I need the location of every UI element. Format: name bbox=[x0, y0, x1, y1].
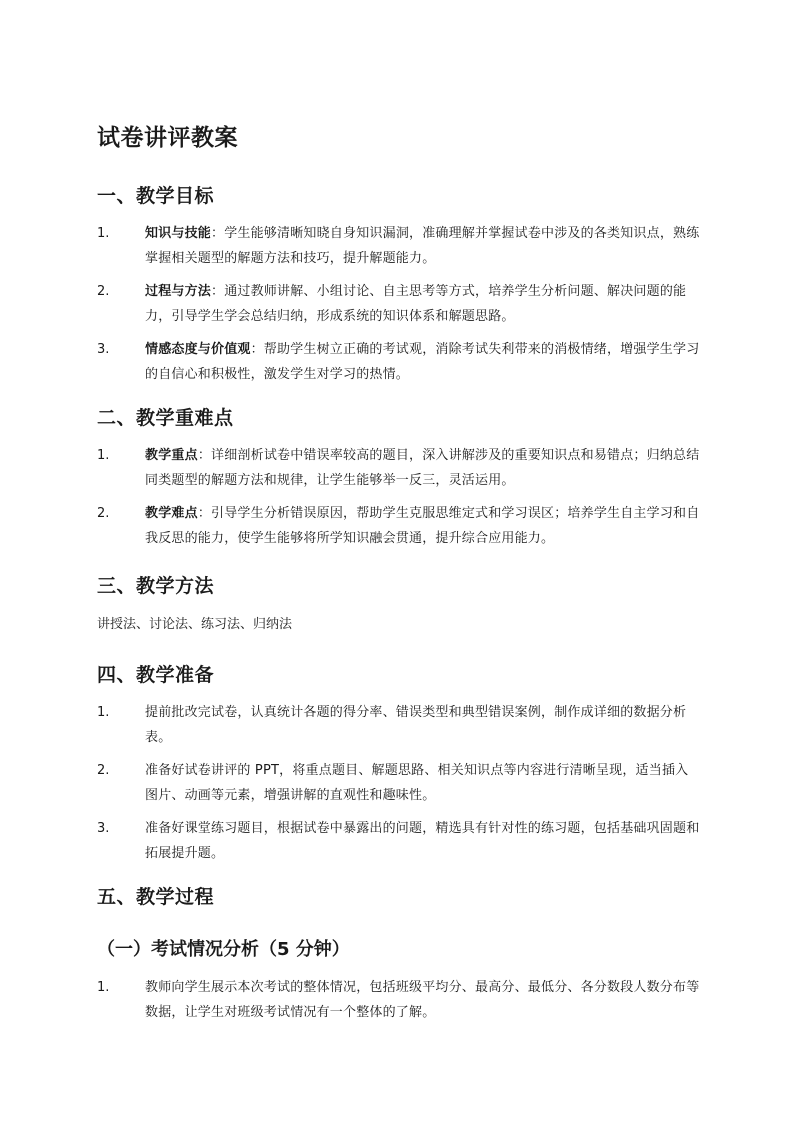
list-item bbox=[0, 816, 794, 866]
list-item-label: 教学难点 bbox=[145, 506, 198, 521]
list-item-number: 2. bbox=[97, 506, 110, 521]
list-item-text: 准备好试卷讲评的 PPT，将重点题目、解题思路、相关知识点等内容进行清晰呈现，适当插入图片、动画等元素，增强讲解的直观性和趣味性。 bbox=[145, 763, 689, 803]
list-item-text: 提前批改完试卷，认真统计各题的得分率、错误类型和典型错误案例，制作成详细的数据分析表。 bbox=[145, 705, 687, 745]
list-item-number: 1. bbox=[97, 448, 110, 463]
exam-analysis-list bbox=[0, 975, 794, 1033]
list-item-body: ：通过教师讲解、小组讨论、自主思考等方式，培养学生分析问题、解决问题的能力，引导学生学会总结归纳，形成系统的知识体系和解题思路。 bbox=[145, 284, 687, 324]
list-item bbox=[0, 501, 794, 551]
section-heading-key-points: 二、教学重难点 bbox=[97, 407, 234, 429]
subsection-heading-exam-analysis: （一）考试情况分析（5 分钟） bbox=[97, 939, 350, 960]
list-item-label: 情感态度与价值观 bbox=[145, 342, 251, 357]
list-item-number: 2. bbox=[97, 763, 110, 778]
section-heading-teaching-methods: 三、教学方法 bbox=[97, 575, 215, 597]
list-item-body: ：引导学生分析错误原因，帮助学生克服思维定式和学习误区；培养学生自主学习和自我反思的能力，使学生能够将所学知识融会贯通，提升综合应用能力。 bbox=[145, 506, 700, 546]
list-item bbox=[0, 975, 794, 1025]
list-item-number: 3. bbox=[97, 342, 110, 357]
list-item-number: 3. bbox=[97, 821, 110, 836]
teaching-goals-list bbox=[0, 221, 794, 395]
teaching-preparation-list bbox=[0, 700, 794, 874]
list-item bbox=[0, 758, 794, 808]
list-item-body: ：学生能够清晰知晓自身知识漏洞，准确理解并掌握试卷中涉及的各类知识点，熟练掌握相关题型的解题方法和技巧，提升解题能力。 bbox=[145, 226, 700, 266]
list-item-text bbox=[145, 337, 701, 387]
list-item bbox=[0, 279, 794, 329]
teaching-methods-text: 讲授法、讨论法、练习法、归纳法 bbox=[97, 617, 293, 632]
list-item-label: 知识与技能 bbox=[145, 226, 212, 241]
list-item bbox=[0, 443, 794, 493]
section-heading-teaching-goals: 一、教学目标 bbox=[97, 185, 215, 207]
list-item-body: ：详细剖析试卷中错误率较高的题目，深入讲解涉及的重要知识点和易错点；归纳总结同类题型的解题方法和规律，让学生能够举一反三，灵活运用。 bbox=[145, 448, 700, 488]
list-item-text bbox=[145, 443, 701, 493]
list-item-text: 教师向学生展示本次考试的整体情况，包括班级平均分、最高分、最低分、各分数段人数分布等数据，让学生对班级考试情况有一个整体的了解。 bbox=[145, 980, 700, 1020]
list-item-text bbox=[145, 279, 701, 329]
list-item-text: 准备好课堂练习题目，根据试卷中暴露出的问题，精选具有针对性的练习题，包括基础巩固题和拓展提升题。 bbox=[145, 821, 700, 861]
list-item bbox=[0, 221, 794, 271]
list-item-body: ：帮助学生树立正确的考试观，消除考试失利带来的消极情绪，增强学生学习的自信心和积极性，激发学生对学习的热情。 bbox=[145, 342, 700, 382]
list-item-number: 1. bbox=[97, 980, 110, 995]
document-title: 试卷讲评教案 bbox=[97, 125, 238, 151]
list-item-text bbox=[145, 501, 701, 551]
list-item-label: 过程与方法 bbox=[145, 284, 212, 299]
key-points-list bbox=[0, 443, 794, 559]
section-heading-teaching-preparation: 四、教学准备 bbox=[97, 664, 215, 686]
list-item-text bbox=[145, 221, 701, 271]
list-item-number: 1. bbox=[97, 705, 110, 720]
list-item bbox=[0, 700, 794, 750]
list-item bbox=[0, 337, 794, 387]
list-item-number: 1. bbox=[97, 226, 110, 241]
list-item-number: 2. bbox=[97, 284, 110, 299]
section-heading-teaching-process: 五、教学过程 bbox=[97, 886, 215, 908]
list-item-label: 教学重点 bbox=[145, 448, 198, 463]
